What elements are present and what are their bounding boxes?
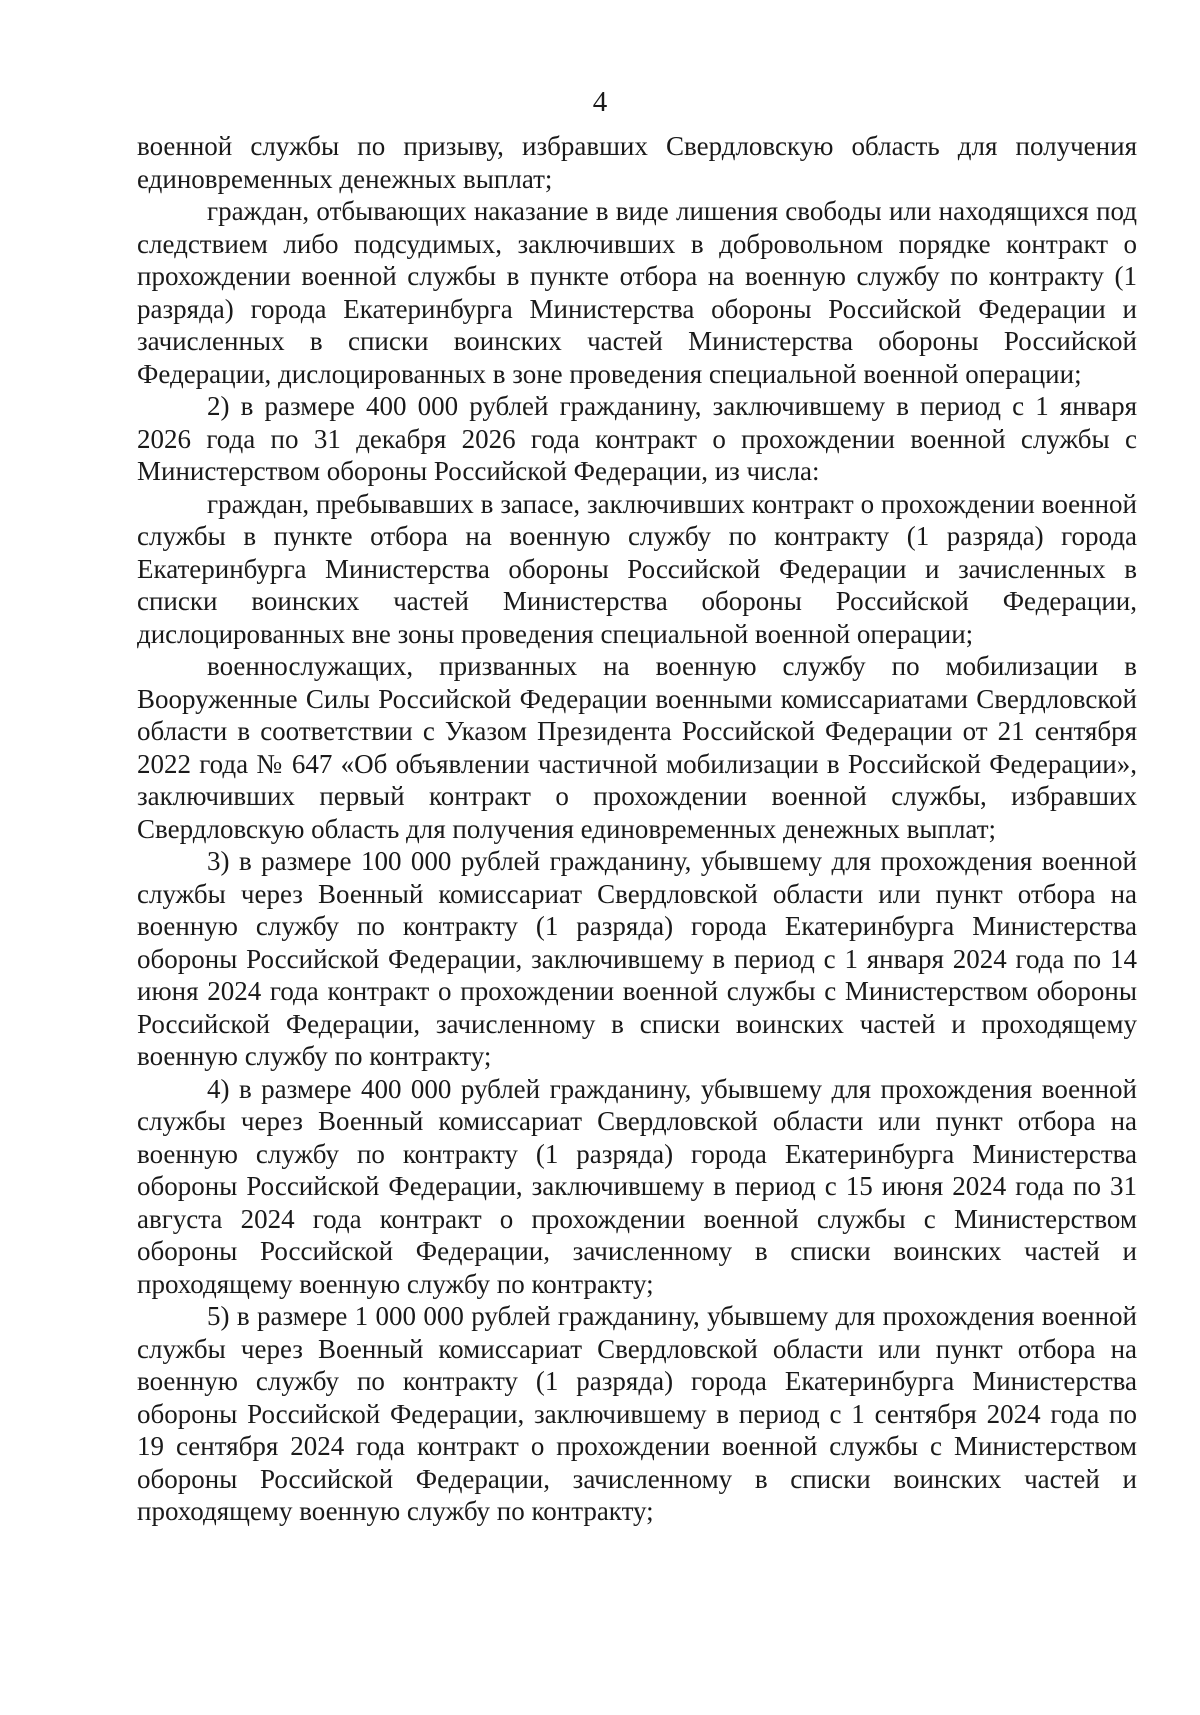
paragraph: 4) в размере 400 000 рублей гражданину, убывшему для прохождения военной службы через Военный комиссариат Свердловской области или пункт отбора на военную службу по контракту (1 разряда) города Екатеринбурга Министерства обороны Российской Федерации, заключившему в период с 15 июня 2024 года по 31 августа 2024 года контракт о прохождении военной службы с Министерством обороны Российской Федерации, зачисленному в списки воинских частей и проходящему военную службу по контракту; [137, 1073, 1137, 1299]
paragraph: 5) в размере 1 000 000 рублей гражданину, убывшему для прохождения военной службы через Военный комиссариат Свердловской области или пункт отбора на военную службу по контракту (1 разряда) города Екатеринбурга Министерства обороны Российской Федерации, заключившему в период с 1 сентября 2024 года по 19 сентября 2024 года контракт о прохождении военной службы с Министерством обороны Российской Федерации, зачисленному в списки воинских частей и проходящему военную службу по контракту; [137, 1301, 1137, 1526]
paragraph: военнослужащих, призванных на военную службу по мобилизации в Вооруженные Силы Российской Федерации военными комиссариатами Свердловской области в соответствии с Указом Президента Российской Федерации от 21 сентября 2022 года № 647 «Об объявлении частичной мобилизации в Российской Федерации», заключивших первый контракт о прохождении военной службы, избравших Свердловскую область для получения единовременных денежных выплат; [137, 651, 1137, 844]
paragraph: граждан, пребывавших в запасе, заключивших контракт о прохождении военной службы в пункте отбора на военную службу по контракту (1 разряда) города Екатеринбурга Министерства обороны Российской Федерации и зачисленных в списки воинских частей Министерства обороны Российской Федерации, дислоцированных вне зоны проведения специальной военной операции; [137, 488, 1137, 649]
paragraph: 2) в размере 400 000 рублей гражданину, заключившему в период с 1 января 2026 года по 31 декабря 2026 года контракт о прохождении военной службы с Министерством обороны Российской Федерации, из числа: [137, 391, 1137, 486]
paragraph: военной службы по призыву, избравших Свердловскую область для получения единовременных денежных выплат; [137, 131, 1137, 194]
paragraph: граждан, отбывающих наказание в виде лишения свободы или находящихся под следствием либо подсудимых, заключивших в добровольном порядке контракт о прохождении военной службы в пункте отбора на военную службу по контракту (1 разряда) города Екатеринбурга Министерства обороны Российской Федерации и зачисленных в списки воинских частей Министерства обороны Российской Федерации, дислоцированных в зоне проведения специальной военной операции; [137, 196, 1137, 389]
document-body [137, 130, 1137, 1528]
paragraph: 3) в размере 100 000 рублей гражданину, убывшему для прохождения военной службы через Военный комиссариат Свердловской области или пункт отбора на военную службу по контракту (1 разряда) города Екатеринбурга Министерства обороны Российской Федерации, заключившему в период с 1 января 2024 года по 14 июня 2024 года контракт о прохождении военной службы с Министерством обороны Российской Федерации, зачисленному в списки воинских частей и проходящему военную службу по контракту; [137, 846, 1137, 1071]
page-number: 4 [592, 86, 608, 118]
